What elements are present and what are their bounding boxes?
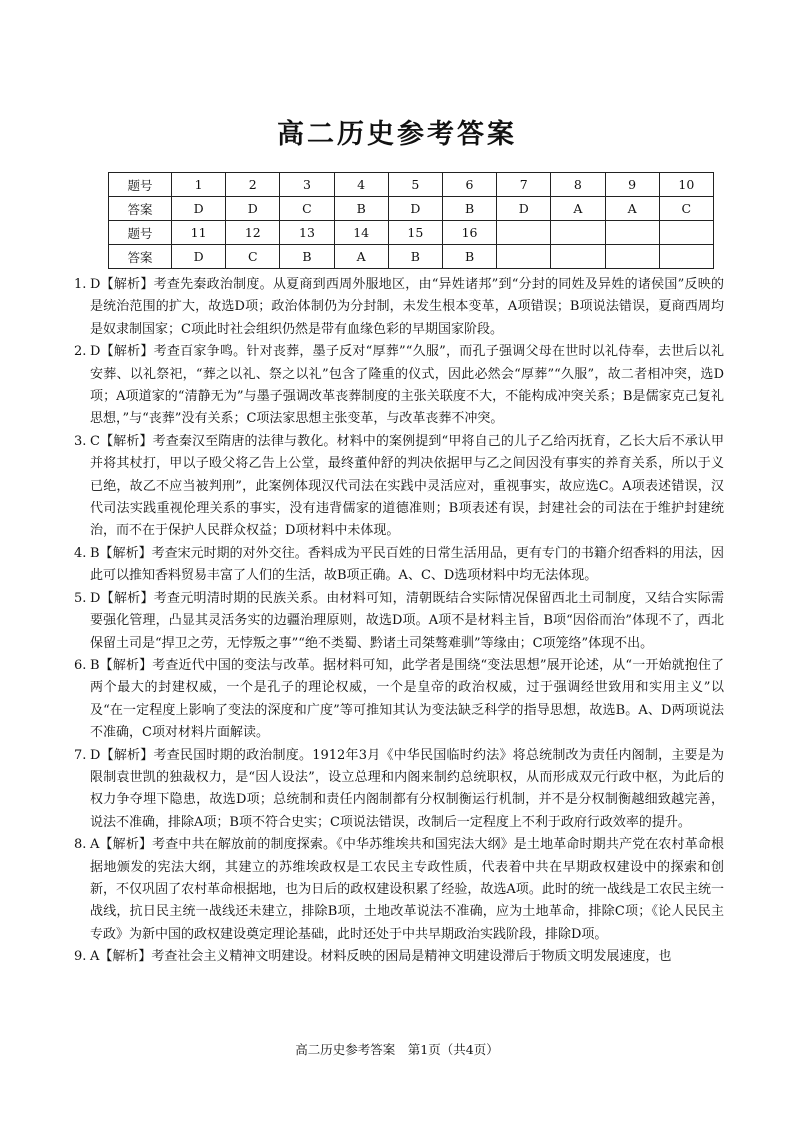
table-row	[109, 221, 714, 245]
table-cell: 1	[172, 173, 226, 197]
page-title: 高二历史参考答案	[277, 119, 517, 150]
explanation-item	[74, 543, 724, 588]
table-cell: 3	[280, 173, 334, 197]
item-number: 3.	[74, 433, 87, 449]
table-cell: B	[280, 245, 334, 269]
row-label: 答案	[109, 197, 172, 221]
table-cell: A	[334, 245, 388, 269]
explanation-item	[74, 341, 724, 431]
item-number: 6.	[74, 657, 87, 673]
item-number: 7.	[74, 747, 87, 763]
table-cell	[497, 221, 551, 245]
explanation-item	[74, 431, 724, 543]
table-cell: D	[172, 245, 226, 269]
item-number: 9.	[74, 949, 87, 965]
explanation-item	[74, 588, 724, 655]
item-text: D【解析】考查元明清时期的民族关系。由材料可知，清朝既结合实际情况保留西北土司制度，又结合实际需要强化管理，凸显其灵活务实的边疆治理原则，故选D项。A项不是材料主旨，B项“因俗而治”体现不了，西北保留土司是“捍卫之劳，无悖叛之事”“绝不类蜀、黔诸土司桀骜难驯”等缘由；C项笼络”体现不出。	[90, 590, 724, 651]
item-number: 4.	[74, 545, 87, 561]
table-cell: 7	[497, 173, 551, 197]
row-label: 答案	[109, 245, 172, 269]
table-cell: 10	[659, 173, 713, 197]
explanation-item	[74, 274, 724, 341]
item-text: B【解析】考查宋元时期的对外交往。香料成为平民百姓的日常生活用品，更有专门的书籍介绍香料的用法，因此可以推知香料贸易丰富了人们的生活，故B项正确。A、C、D选项材料中均无法体现。	[90, 545, 724, 584]
table-cell: C	[659, 197, 713, 221]
table-cell: 6	[442, 173, 496, 197]
explanation-item	[74, 834, 724, 946]
table-cell: D	[226, 197, 280, 221]
explanation-item	[74, 745, 724, 835]
table-cell: 4	[334, 173, 388, 197]
table-cell: 2	[226, 173, 280, 197]
table-cell: 16	[442, 221, 496, 245]
table-row	[109, 197, 714, 221]
table-cell: B	[388, 245, 442, 269]
table-cell: 5	[388, 173, 442, 197]
table-cell: 8	[551, 173, 605, 197]
table-cell	[605, 221, 659, 245]
item-number: 2.	[74, 344, 87, 360]
table-cell: C	[226, 245, 280, 269]
table-cell: 15	[388, 221, 442, 245]
item-number: 1.	[74, 277, 87, 292]
answer-table	[108, 172, 714, 269]
table-cell: 9	[605, 173, 659, 197]
table-cell: 11	[172, 221, 226, 245]
table-row	[109, 245, 714, 269]
explanation-item	[74, 655, 724, 745]
page-footer: 高二历史参考答案 第1页（共4页）	[295, 1042, 499, 1057]
row-label: 题号	[109, 221, 172, 245]
item-text: A【解析】考查中共在解放前的制度探索。《中华苏维埃共和国宪法大纲》是土地革命时期共产党在农村革命根据地颁发的宪法大纲，其建立的苏维埃政权是工农民主专政性质，代表着中共在早期政权建设中的探索和创新，不仅巩固了农村革命根据地，也为日后的政权建设积累了经验，故选A项。此时的统一战线是工农民主统一战线，抗日民主统一战线还未建立，排除B项，土地改革说法不准确，应为土地革命，排除C项；《论人民民主专政》为新中国的政权建设奠定理论基础，此时还处于中共早期政治实践阶段，排除D项。	[90, 837, 724, 942]
item-number: 8.	[74, 837, 87, 853]
item-text: D【解析】考查百家争鸣。针对丧葬，墨子反对“厚葬”“久服”，而孔子强调父母在世时以礼侍奉，去世后以礼安葬、以礼祭祀，“葬之以礼、祭之以礼”包含了隆重的仪式，因此必然会“厚葬”“久服”，故二者相冲突，选D项；A项道家的“清静无为”与墨子强调改革丧葬制度的主张关联度不大，不能构成冲突关系；B是儒家克己复礼思想，”与“丧葬”没有关系；C项法家思想主张变革，与改革丧葬不冲突。	[90, 344, 724, 427]
table-cell	[605, 245, 659, 269]
table-row	[109, 173, 714, 197]
explanation-item	[74, 946, 724, 968]
table-cell: A	[605, 197, 659, 221]
item-text: D【解析】考查民国时期的政治制度。1912年3月《中华民国临时约法》将总统制改为责任内阁制，主要是为限制袁世凯的独裁权力，是“因人设法”，设立总理和内阁来制约总统职权，从而形成双元行政中枢，为此后的权力争夺埋下隐患，故选D项；总统制和责任内阁制都有分权制衡运行机制，并不是分权制衡越细致越完善，说法不准确，排除A项；B项不符合史实；C项说法错误，改制后一定程度上不利于政府行政效率的提升。	[90, 747, 724, 830]
item-number: 5.	[74, 590, 87, 606]
table-cell	[497, 245, 551, 269]
table-cell: 13	[280, 221, 334, 245]
item-text: C【解析】考查秦汉至隋唐的法律与教化。材料中的案例提到“甲将自己的儿子乙给丙抚育，乙长大后不承认甲并将其杖打，甲以子殴父将乙告上公堂，最终董仲舒的判决依据甲与乙之间因没有事实的养育关系，所以于义已绝，故乙不应当被判刑”，此案例体现汉代司法在实践中灵活应对，重视事实，故应选C。A项表述错误，汉代司法实践重视伦理关系的事实，没有违背儒家的道德准则；B项表述有误，封建社会的司法在于维护封建统治，而不在于保护人民群众权益；D项材料中未体现。	[90, 433, 724, 539]
table-cell: A	[551, 197, 605, 221]
table-cell	[551, 245, 605, 269]
explanation-list	[74, 274, 724, 969]
table-cell	[659, 245, 713, 269]
table-cell: C	[280, 197, 334, 221]
table-cell: B	[442, 197, 496, 221]
table-cell	[551, 221, 605, 245]
item-text: D【解析】考查先秦政治制度。从夏商到西周外服地区，由“异姓诸邦”到“分封的同姓及异姓的诸侯国”反映的是统治范围的扩大，故选D项；政治体制仍为分封制，未发生根本变革，A项错误；B项说法错误，夏商西周均是奴隶制国家；C项此时社会组织仍然是带有血缘色彩的早期国家阶段。	[90, 277, 724, 337]
row-label: 题号	[109, 173, 172, 197]
table-cell	[659, 221, 713, 245]
table-cell: B	[442, 245, 496, 269]
table-cell: 14	[334, 221, 388, 245]
table-cell: 12	[226, 221, 280, 245]
item-text: B【解析】考查近代中国的变法与改革。据材料可知，此学者是围绕“变法思想”展开论述，从“一开始就抱住了两个最大的封建权威，一个是孔子的理论权威，一个是皇帝的政治权威，过于强调经世致用和实用主义”以及“在一定程度上影响了变法的深度和广度”等可推知其认为变法缺乏科学的指导思想，故选B。A、D两项说法不准确，C项对材料片面解读。	[90, 657, 724, 741]
table-cell: B	[334, 197, 388, 221]
table-cell: D	[497, 197, 551, 221]
item-text: A【解析】考查社会主义精神文明建设。材料反映的困局是精神文明建设滞后于物质文明发展速度，也	[90, 949, 672, 965]
table-cell: D	[172, 197, 226, 221]
table-cell: D	[388, 197, 442, 221]
